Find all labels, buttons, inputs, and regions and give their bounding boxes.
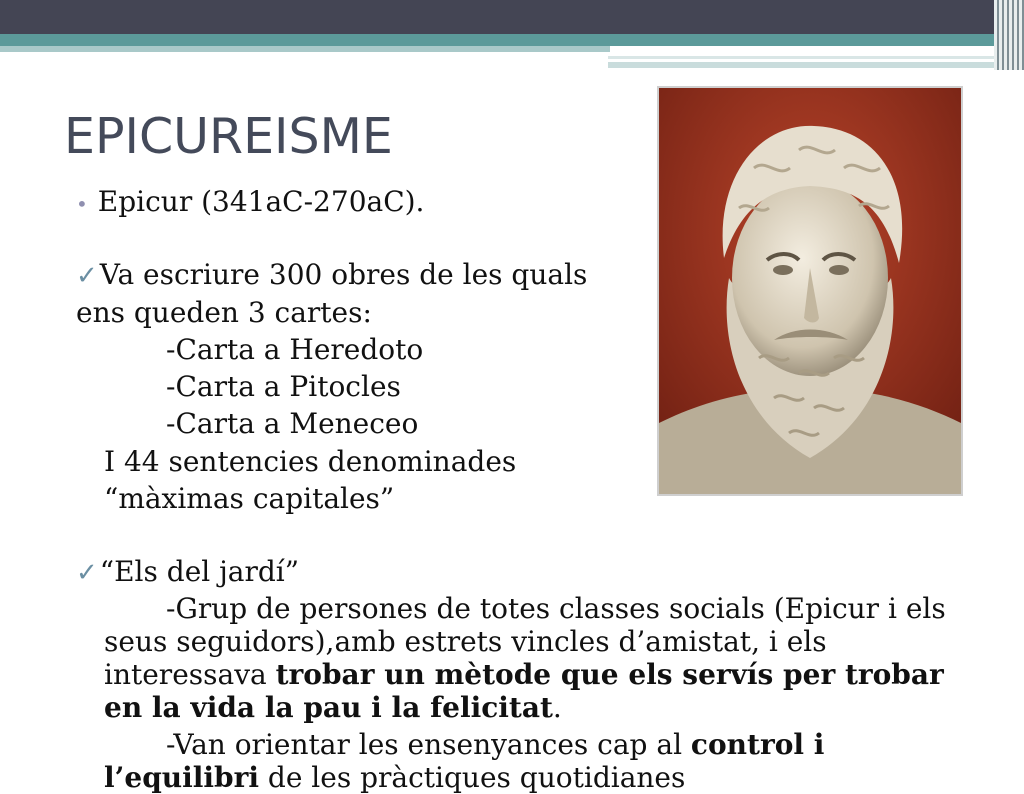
header-stripes [994, 0, 1024, 70]
header-line [608, 62, 1024, 68]
epicurus-bust-image [657, 86, 963, 496]
works-line-2: ens queden 3 cartes: [76, 296, 372, 329]
garden-p1-text: -Grup de persones de totes classes socials (Epicur i els seus seguidors),amb estrets vincles d’amistat, i els interessava [104, 592, 946, 691]
letter-item: -Carta a Pitocles [166, 370, 401, 403]
works-line-1 [76, 256, 587, 295]
header-band-dark [0, 0, 1024, 34]
garden-p2-bold: control i l’equilibri [104, 728, 825, 794]
bullet-epicur-dates [76, 183, 424, 223]
checkmark-icon: ✓ [76, 261, 98, 291]
garden-paragraph-2 [104, 728, 964, 794]
garden-p1-bold: trobar un mètode que els servís per trobar en la vida la pau i la felicitat [104, 658, 944, 724]
garden-paragraph-1 [104, 592, 964, 724]
garden-p2-text: -Van orientar les ensenyances cap al [166, 728, 691, 761]
bullet-dot-icon: • [76, 192, 88, 216]
garden-heading-text: “Els del jardí” [99, 555, 300, 588]
header-line [608, 56, 1024, 59]
garden-p2-end: de les pràctiques quotidianes [259, 761, 686, 794]
letter-item: -Carta a Meneceo [166, 407, 419, 440]
works-text-1: Va escriure 300 obres de les quals [99, 258, 588, 291]
header-band-teal-light [0, 46, 610, 52]
slide-title: EPICUREISME [64, 108, 393, 165]
bullet-text: Epicur (341aC-270aC). [97, 185, 425, 218]
checkmark-icon: ✓ [76, 558, 98, 588]
sentences-line-1: I 44 sentencies denominades [104, 445, 517, 478]
bust-illustration [659, 88, 961, 494]
sentences-line-2: “màximas capitales” [104, 482, 395, 515]
garden-heading [76, 553, 299, 592]
header-band-teal [0, 34, 1024, 46]
garden-p1-end: . [552, 691, 562, 724]
letter-item: -Carta a Heredoto [166, 333, 424, 366]
